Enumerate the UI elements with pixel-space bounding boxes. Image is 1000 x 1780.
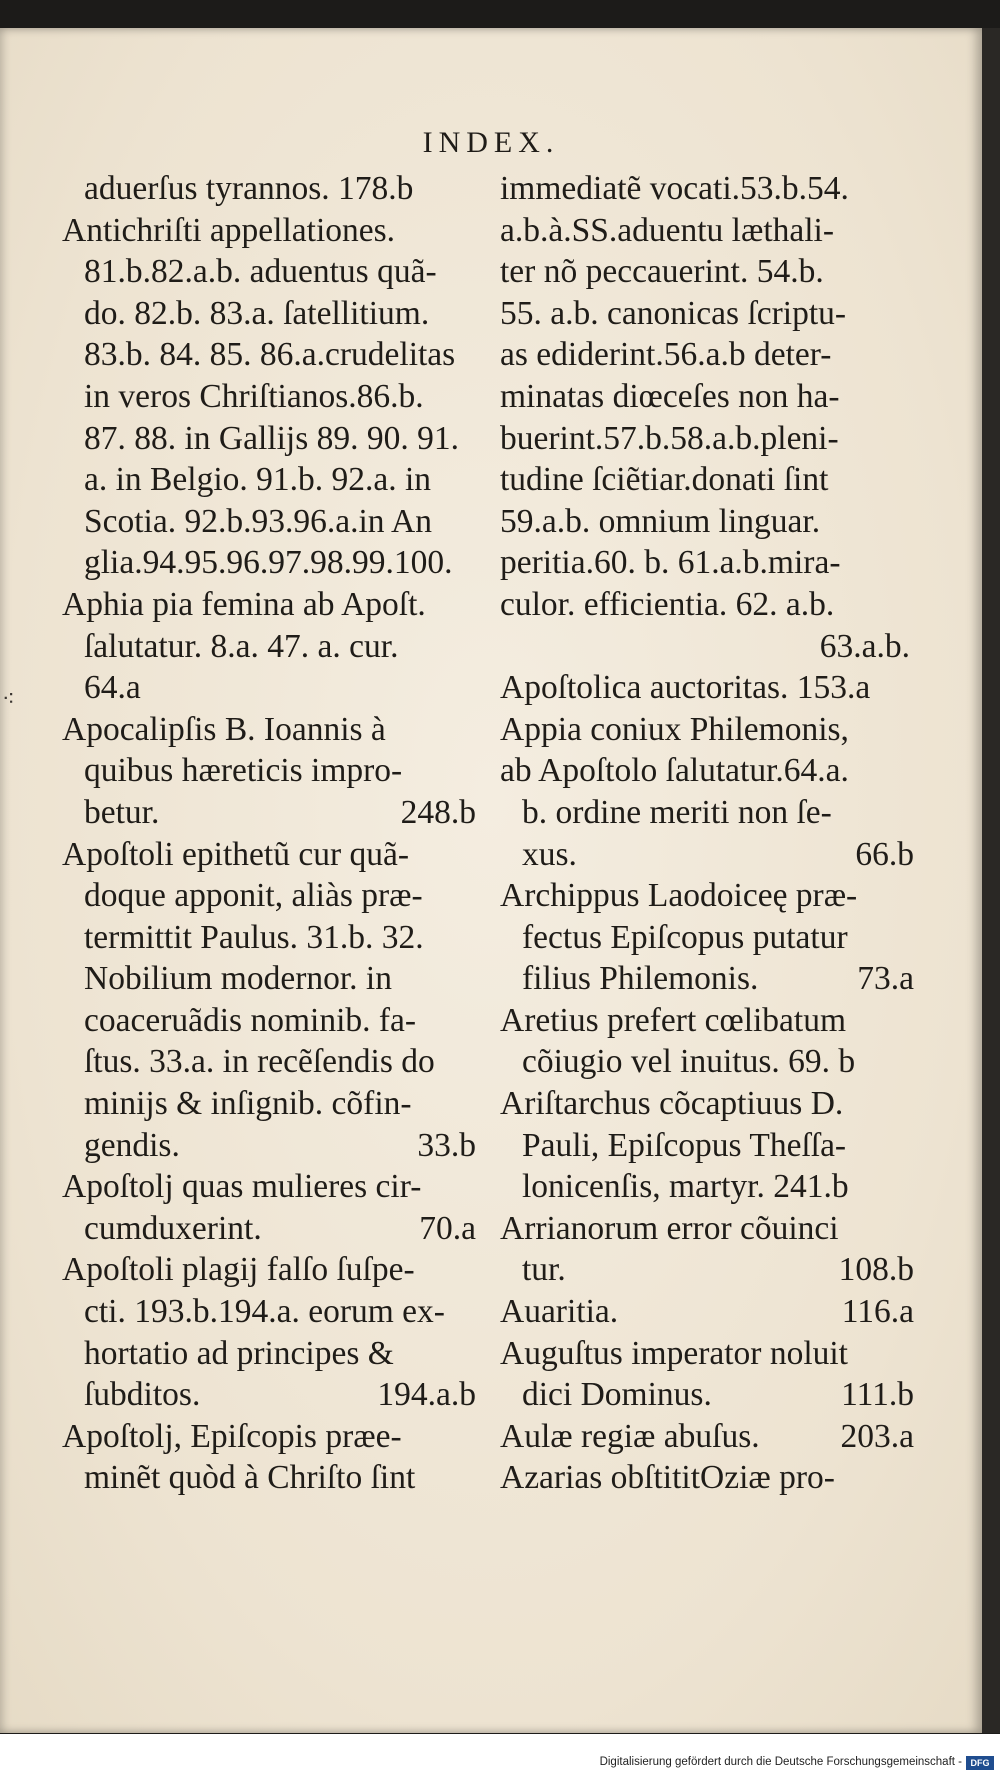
index-entry-text: dici Dominus. (522, 1376, 712, 1414)
index-line (62, 792, 482, 834)
index-line: 81.b.82.a.b. aduentus quã- (84, 253, 437, 291)
index-line: Scotia. 92.b.93.96.a.in An (84, 502, 433, 540)
index-line: Apoſtolica auctoritas. 153.a (500, 669, 871, 707)
index-line: minatas diœceſes non ha- (500, 377, 840, 415)
index-line (500, 1416, 920, 1458)
index-line: Aphia pia femina ab Apoſt. (62, 585, 426, 623)
index-line: immediatẽ vocati.53.b.54. (500, 170, 849, 207)
margin-mark: ⁖ (2, 686, 15, 711)
index-line: buerint.57.b.58.a.b.pleni- (500, 419, 839, 457)
index-line: Apocalipſis B. Ioannis à (62, 710, 386, 748)
index-line: minẽt quòd à Chriſto ſint (84, 1459, 416, 1497)
index-line: termittit Paulus. 31.b. 32. (84, 918, 424, 956)
index-page-ref: 203.a (840, 1417, 914, 1455)
index-line: Nobilium modernor. in (84, 960, 392, 998)
index-entry-text: filius Philemonis. (522, 960, 759, 998)
index-line: ter nõ peccauerint. 54.b. (500, 253, 824, 291)
index-line (500, 1249, 920, 1291)
index-page-ref: 111.b (841, 1376, 914, 1414)
page-edge-shadow (982, 28, 1000, 1733)
index-line: Apoſtolj, Epiſcopis præe- (62, 1417, 402, 1455)
index-page-ref: 70.a (419, 1209, 476, 1247)
index-line: aduerſus tyrannos. 178.b (84, 170, 414, 207)
index-line: Archippus Laodoiceę præ- (500, 877, 858, 915)
index-line: Appia coniux Philemonis, (500, 710, 849, 748)
index-line: 87. 88. in Gallijs 89. 90. 91. (84, 419, 460, 457)
index-page-ref: 116.a (841, 1293, 914, 1331)
index-entry-text: tur. (522, 1251, 566, 1289)
index-line: Apoſtoli plagij falſo ſuſpe- (62, 1251, 415, 1289)
index-line: a. in Belgio. 91.b. 92.a. in (84, 461, 432, 499)
index-entry-text: betur. (84, 793, 160, 831)
index-line: 55. a.b. canonicas ſcriptu- (500, 294, 847, 332)
index-line: lonicenſis, martyr. 241.b (522, 1168, 849, 1206)
index-line (500, 1374, 920, 1416)
index-line: Aretius prefert cœlibatum (500, 1001, 847, 1039)
index-line: fectus Epiſcopus putatur (522, 918, 848, 956)
index-entry-text: Aulæ regiæ abuſus. (500, 1417, 760, 1455)
index-line (500, 1291, 920, 1333)
index-line: 83.b. 84. 85. 86.a.crudelitas (84, 336, 456, 374)
index-line: in veros Chriſtianos.86.b. (84, 377, 424, 415)
index-line: ab Apoſtolo ſalutatur.64.a. (500, 752, 849, 790)
index-entry-text: gendis. (84, 1126, 180, 1164)
index-line: Apoſtolj quas mulieres cir- (62, 1168, 422, 1206)
index-line: cõiugio vel inuitus. 69. b (522, 1043, 856, 1081)
index-line: culor. efficientia. 62. a.b. (500, 585, 835, 623)
index-entry-text: ſubditos. (84, 1376, 201, 1414)
index-line: Ariſtarchus cõcaptiuus D. (500, 1085, 844, 1123)
index-line: quibus hæreticis impro- (84, 752, 403, 790)
index-line: Auguſtus imperator noluit (500, 1334, 848, 1372)
index-line (62, 1125, 482, 1167)
index-line: coaceruãdis nominib. fa- (84, 1001, 417, 1039)
index-line: cti. 193.b.194.a. eorum ex- (84, 1293, 445, 1331)
index-entry-text: xus. (522, 835, 577, 873)
index-column-right (500, 168, 920, 1499)
index-line (62, 1208, 482, 1250)
index-column-left (62, 168, 482, 1499)
index-line: minijs & inſignib. cõfin- (84, 1085, 412, 1123)
index-line: peritia.60. b. 61.a.b.mira- (500, 544, 841, 582)
index-line: do. 82.b. 83.a. ſatellitium. (84, 294, 430, 332)
index-line: Pauli, Epiſcopus Theſſa- (522, 1126, 847, 1164)
index-page-ref: 33.b (417, 1126, 476, 1164)
dfg-logo: DFG (966, 1756, 994, 1770)
index-line: b. ordine meriti non ſe- (522, 793, 832, 831)
index-line: ſalutatur. 8.a. 47. a. cur. (84, 627, 399, 665)
index-line: 63.a.b. (819, 627, 910, 665)
index-line: Apoſtoli epithetũ cur quã- (62, 835, 410, 873)
index-line: as ediderint.56.a.b deter- (500, 336, 832, 374)
index-entry-text: cumduxerint. (84, 1209, 262, 1247)
index-line: glia.94.95.96.97.98.99.100. (84, 544, 453, 582)
index-page-ref: 194.a.b (377, 1376, 476, 1414)
index-line: doque apponit, aliàs præ- (84, 877, 423, 915)
index-line: 59.a.b. omnium linguar. (500, 502, 821, 540)
index-line (62, 1374, 482, 1416)
index-entry-text: Auaritia. (500, 1293, 619, 1331)
index-line: 64.a (84, 669, 141, 707)
index-page-ref: 248.b (400, 793, 476, 831)
index-line: Antichriſti appellationes. (62, 211, 396, 249)
index-line: tudine ſciẽtiar.donati ſint (500, 461, 829, 499)
footer-bar (0, 1734, 1000, 1780)
index-line (500, 834, 920, 876)
digitization-credit: Digitalisierung gefördert durch die Deutsche Forschungsgemeinschaft - (599, 1756, 962, 1768)
index-page-ref: 73.a (857, 960, 914, 998)
index-line: Arrianorum error cõuinci (500, 1209, 839, 1247)
index-line (500, 958, 920, 1000)
running-head: INDEX. (422, 126, 560, 159)
index-line: a.b.à.SS.aduentu læthali- (500, 211, 835, 249)
index-line: Azarias obſtititOziæ pro- (500, 1459, 835, 1497)
index-page-ref: 66.b (855, 835, 914, 873)
index-line: hortatio ad principes & (84, 1334, 394, 1372)
index-page-ref: 108.b (838, 1251, 914, 1289)
index-line: ſtus. 33.a. in recẽſendis do (84, 1043, 435, 1081)
